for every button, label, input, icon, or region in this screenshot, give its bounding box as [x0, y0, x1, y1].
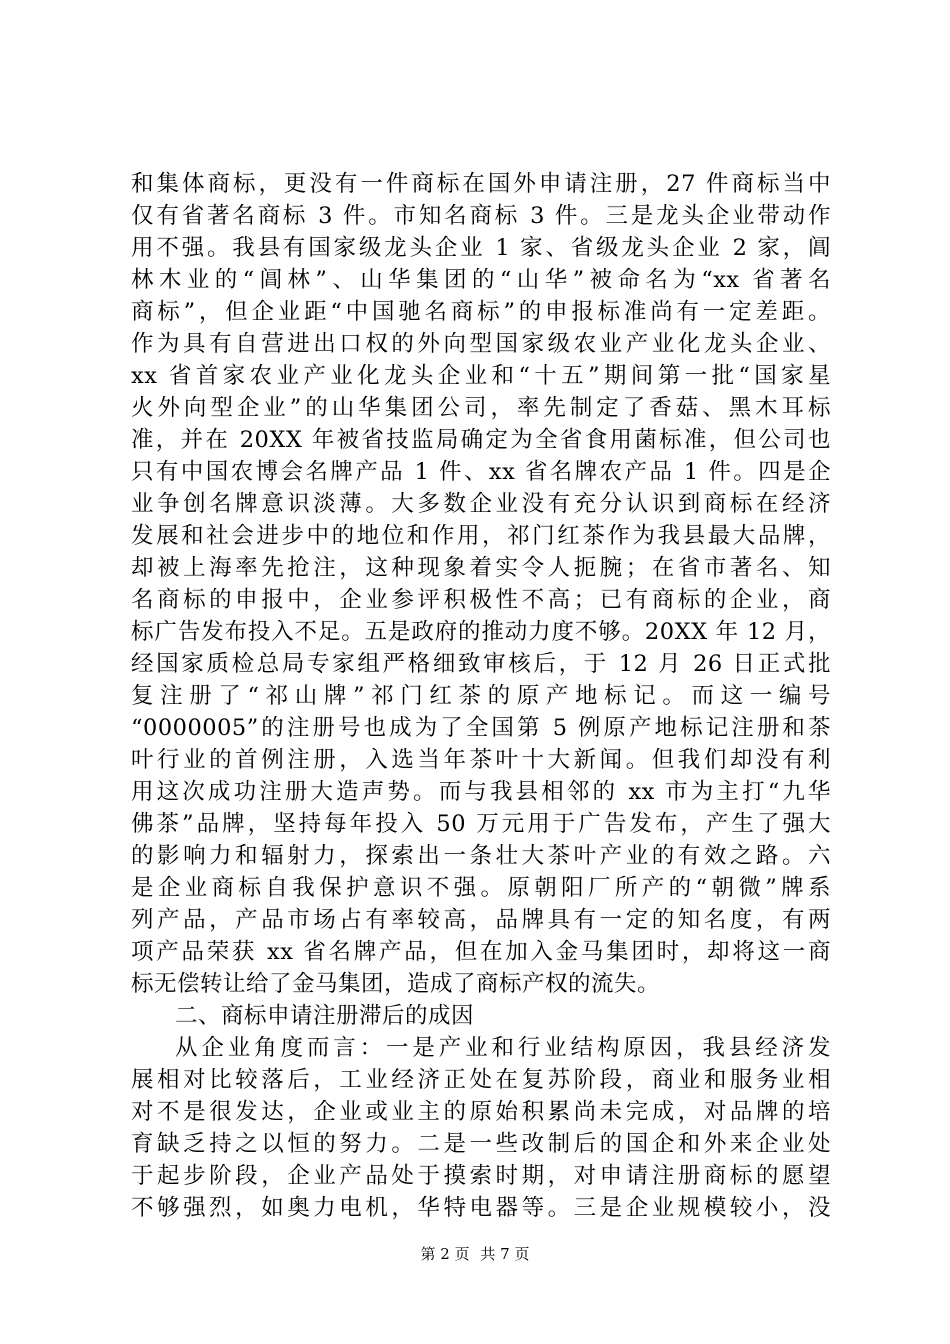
text-line: 业争创名牌意识淡薄。大多数企业没有充分认识到商标在经济 — [131, 491, 831, 517]
text-line: 火外向型企业”的山华集团公司，率先制定了香菇、黑木耳标 — [131, 395, 831, 421]
text-line: 于起步阶段，企业产品处于摸索时期，对申请注册商标的愿望 — [131, 1163, 831, 1189]
text-line: 却被上海率先抢注，这种现象着实令人扼腕；在省市著名、知 — [131, 555, 831, 581]
text-line: 准，并在 20XX 年被省技监局确定为全省食用菌标准，但公司也 — [131, 427, 831, 453]
text-line: 发展和社会进步中的地位和作用，祁门红茶作为我县最大品牌， — [131, 523, 831, 549]
section-heading: 二、商标申请注册滞后的成因 — [175, 1003, 475, 1029]
text-line: 复注册了“祁山牌”祁门红茶的原产地标记。而这一编号 — [131, 683, 831, 709]
text-line: 项产品荣获 xx 省名牌产品，但在加入金马集团时，却将这一商 — [131, 939, 831, 965]
text-line: 是企业商标自我保护意识不强。原朝阳厂所产的“朝微”牌系 — [131, 875, 831, 901]
text-line: 和集体商标，更没有一件商标在国外申请注册，27 件商标当中 — [131, 171, 831, 197]
text-line: 标无偿转让给了金马集团，造成了商标产权的流失。 — [131, 971, 661, 997]
page-footer — [0, 1244, 950, 1264]
text-line: 只有中国农博会名牌产品 1 件、xx 省名牌农产品 1 件。四是企 — [131, 459, 831, 485]
text-line: 作为具有自营进出口权的外向型国家级农业产业化龙头企业、 — [131, 331, 831, 357]
text-line: 佛茶”品牌，坚持每年投入 50 万元用于广告发布，产生了强大 — [131, 811, 831, 837]
text-line: 不够强烈，如奥力电机，华特电器等。三是企业规模较小，没 — [131, 1195, 831, 1221]
body-text — [131, 168, 831, 1224]
text-line: 名商标的申报中，企业参评积极性不高；已有商标的企业，商 — [131, 587, 831, 613]
text-line: 用这次成功注册大造声势。而与我县相邻的 xx 市为主打“九华 — [131, 779, 831, 805]
text-line: 林木业的“阊林”、山华集团的“山华”被命名为“xx 省著名 — [131, 267, 831, 293]
text-line: 展相对比较落后，工业经济正处在复苏阶段，商业和服务业相 — [131, 1067, 831, 1093]
text-line: “0000005”的注册号也成为了全国第 5 例原产地标记注册和茶 — [131, 715, 831, 741]
text-line: 标广告发布投入不足。五是政府的推动力度不够。20XX 年 12 月， — [131, 619, 831, 645]
page-number: 第 2 页 — [420, 1245, 470, 1263]
text-line: 育缺乏持之以恒的努力。二是一些改制后的国企和外来企业处 — [131, 1131, 831, 1157]
text-line: 对不是很发达，企业或业主的原始积累尚未完成，对品牌的培 — [131, 1099, 831, 1125]
text-line: 商标”，但企业距“中国驰名商标”的申报标准尚有一定差距。 — [131, 299, 831, 325]
text-line: 从企业角度而言：一是产业和行业结构原因，我县经济发 — [175, 1035, 831, 1061]
page-total: 共 7 页 — [480, 1245, 530, 1263]
text-line: 列产品，产品市场占有率较高，品牌具有一定的知名度，有两 — [131, 907, 831, 933]
text-line: 的影响力和辐射力，探索出一条壮大茶叶产业的有效之路。六 — [131, 843, 831, 869]
text-line: 经国家质检总局专家组严格细致审核后，于 12 月 26 日正式批 — [131, 651, 831, 677]
text-line: 用不强。我县有国家级龙头企业 1 家、省级龙头企业 2 家，阊 — [131, 235, 831, 261]
text-line: xx 省首家农业产业化龙头企业和“十五”期间第一批“国家星 — [131, 363, 831, 389]
text-line: 叶行业的首例注册，入选当年茶叶十大新闻。但我们却没有利 — [131, 747, 831, 773]
text-line: 仅有省著名商标 3 件。市知名商标 3 件。三是龙头企业带动作 — [131, 203, 831, 229]
